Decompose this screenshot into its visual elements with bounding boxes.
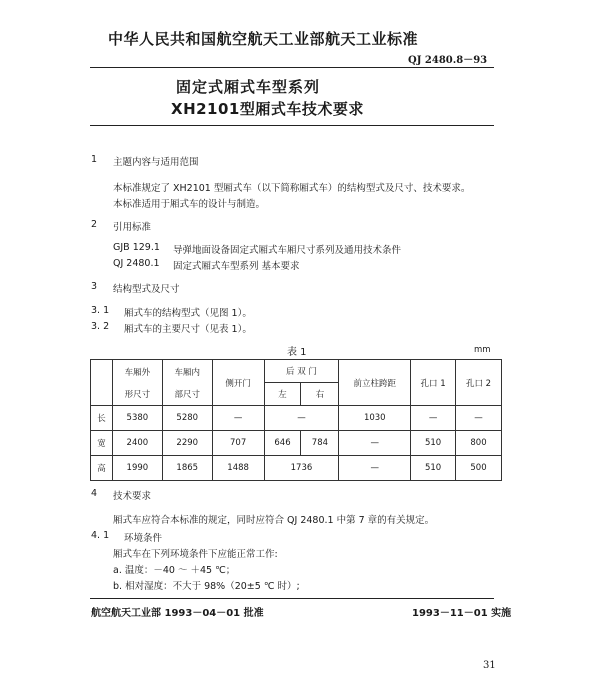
table-unit: mm (474, 345, 491, 355)
reference-1-code: GJB 129.1 (113, 242, 160, 253)
row-label: 宽 (91, 431, 113, 456)
header-right: 右 (301, 383, 339, 406)
reference-2-title: 固定式厢式车型系列 基本要求 (173, 261, 300, 272)
section-1-number: 1 (91, 154, 98, 165)
cell-side-door: — (212, 406, 264, 431)
row-label: 高 (91, 456, 113, 481)
cell-hole-1: — (411, 406, 456, 431)
clause-3-2-number: 3. 2 (91, 321, 110, 332)
header-hole-1: 孔口 1 (411, 360, 456, 406)
cell-rear-door: — (264, 406, 339, 431)
cell-front-post-span: — (339, 431, 411, 456)
section-4-paragraph-1: 厢式车应符合本标准的规定，同时应符合 QJ 2480.1 中第 7 章的有关规定。 (113, 515, 435, 526)
section-1-paragraph-2: 本标准适用于厢式车的设计与制造。 (113, 199, 266, 210)
section-3-title: 结构型式及尺寸 (113, 284, 180, 295)
dimensions-table (90, 359, 502, 481)
standard-code: QJ 2480.8－93 (408, 55, 488, 66)
cell-hole-2: 500 (456, 456, 502, 481)
header-rule (90, 67, 494, 68)
cell-rear-door: 1736 (264, 456, 339, 481)
cell-side-door: 1488 (212, 456, 264, 481)
clause-4-1-title: 环境条件 (124, 533, 163, 544)
cell-outer: 2400 (112, 431, 162, 456)
title-line-1: 固定式厢式车型系列 (176, 78, 321, 96)
header-hole-2: 孔口 2 (456, 360, 502, 406)
clause-3-1-number: 3. 1 (91, 305, 110, 316)
clause-3-1-text: 厢式车的结构型式（见图 1）。 (124, 308, 252, 319)
cell-rear-right: 784 (301, 431, 339, 456)
table-row-length (91, 406, 502, 431)
clause-4-1-intro: 厢式车在下列环境条件下应能正常工作: (113, 549, 278, 560)
header-outer-size: 车厢外 形尺寸 (112, 360, 162, 406)
cell-hole-2: — (456, 406, 502, 431)
effective-date: 1993－11－01 实施 (412, 608, 512, 619)
cell-front-post-span: — (339, 456, 411, 481)
clause-4-1-number: 4. 1 (91, 530, 110, 541)
header-rear-double-door: 后 双 门 (264, 360, 339, 383)
condition-a-temperature: a. 温度：－40 ～ ＋45 ℃； (113, 565, 236, 576)
cell-hole-1: 510 (411, 431, 456, 456)
approval-date: 航空航天工业部 1993－04－01 批准 (91, 608, 264, 619)
table-row-height (91, 456, 502, 481)
section-1-paragraph-1: 本标准规定了 XH2101 型厢式车（以下简称厢式车）的结构型式及尺寸、技术要求。 (113, 183, 471, 194)
page-number: 31 (483, 660, 496, 671)
cell-outer: 1990 (112, 456, 162, 481)
header-left: 左 (264, 383, 301, 406)
cell-front-post-span: 1030 (339, 406, 411, 431)
cell-hole-1: 510 (411, 456, 456, 481)
condition-b-humidity: b. 相对湿度：不大于 98%（20±5 ℃ 时）; (113, 581, 300, 592)
title-rule (90, 125, 494, 126)
reference-2-code: QJ 2480.1 (113, 258, 160, 269)
section-4-title: 技术要求 (113, 491, 152, 502)
cell-rear-left: 646 (264, 431, 301, 456)
cell-inner: 1865 (162, 456, 212, 481)
section-2-title: 引用标准 (113, 222, 152, 233)
issuing-organization: 中华人民共和国航空航天工业部航天工业标准 (108, 30, 419, 48)
table-corner-cell (91, 360, 113, 406)
row-label: 长 (91, 406, 113, 431)
table-caption: 表 1 (287, 347, 307, 358)
cell-inner: 2290 (162, 431, 212, 456)
title-line-2: XH2101型厢式车技术要求 (171, 100, 364, 118)
clause-3-2-text: 厢式车的主要尺寸（见表 1）。 (124, 324, 252, 335)
cell-outer: 5380 (112, 406, 162, 431)
table-header-row (91, 360, 502, 383)
section-4-number: 4 (91, 488, 98, 499)
header-inner-size: 车厢内 部尺寸 (162, 360, 212, 406)
section-3-number: 3 (91, 281, 98, 292)
cell-inner: 5280 (162, 406, 212, 431)
section-2-number: 2 (91, 219, 98, 230)
footer-rule (90, 598, 494, 599)
section-1-title: 主题内容与适用范围 (113, 157, 199, 168)
cell-side-door: 707 (212, 431, 264, 456)
header-side-door: 侧开门 (212, 360, 264, 406)
cell-hole-2: 800 (456, 431, 502, 456)
reference-1-title: 导弹地面设备固定式厢式车厢尺寸系列及通用技术条件 (173, 245, 402, 256)
header-front-post-span: 前立柱跨距 (339, 360, 411, 406)
table-row-width (91, 431, 502, 456)
